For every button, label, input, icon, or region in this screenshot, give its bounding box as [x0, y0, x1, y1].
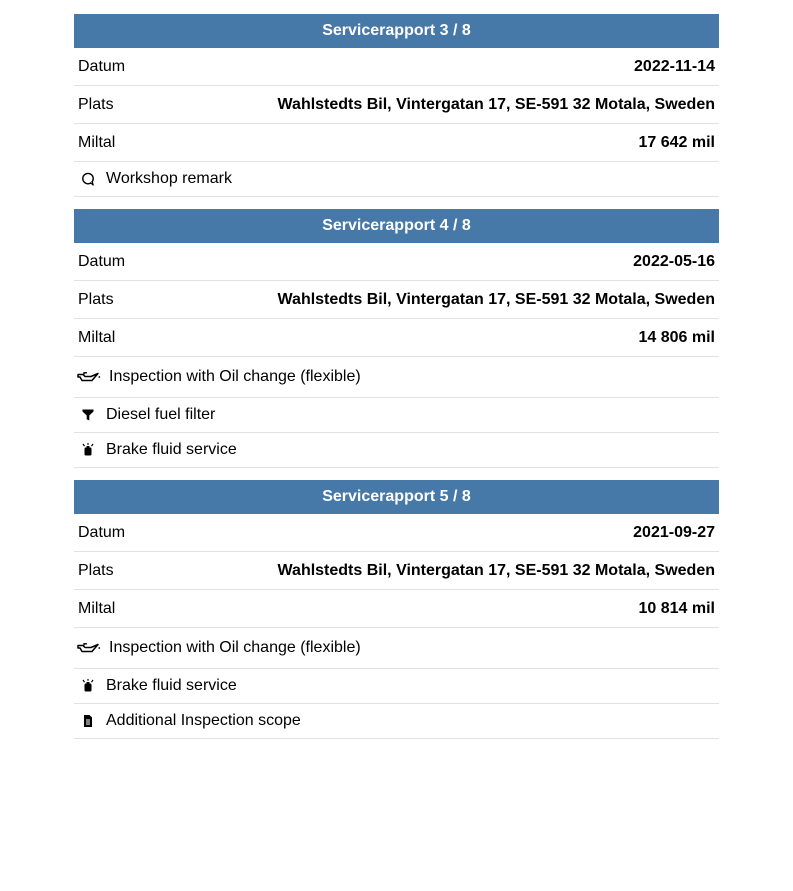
service-item-label: Workshop remark [106, 170, 232, 187]
date-label: Datum [78, 57, 126, 75]
mileage-row [74, 590, 719, 628]
date-value: 2022-05-16 [633, 252, 715, 270]
mileage-value: 17 642 mil [638, 133, 715, 151]
service-item-label: Inspection with Oil change (flexible) [109, 368, 361, 385]
mileage-label: Miltal [78, 328, 116, 346]
service-item-label: Brake fluid service [106, 441, 237, 458]
date-value: 2021-09-27 [633, 523, 715, 541]
service-item [74, 398, 719, 433]
report-header: Servicerapport 3 / 8 [74, 14, 719, 48]
date-row [74, 514, 719, 552]
location-label: Plats [78, 290, 114, 308]
mileage-value: 10 814 mil [638, 599, 715, 617]
service-item [74, 669, 719, 704]
mileage-row [74, 319, 719, 357]
service-item [74, 357, 719, 398]
location-label: Plats [78, 95, 114, 113]
comment-icon [78, 170, 98, 188]
location-value: Wahlstedts Bil, Vintergatan 17, SE-591 32 Motala, Sweden [277, 95, 715, 113]
filter-icon [78, 406, 98, 424]
service-item-label: Brake fluid service [106, 677, 237, 694]
location-row [74, 86, 719, 124]
location-value: Wahlstedts Bil, Vintergatan 17, SE-591 32 Motala, Sweden [277, 561, 715, 579]
service-report [74, 14, 719, 197]
mileage-label: Miltal [78, 133, 116, 151]
service-history [74, 14, 719, 751]
location-row [74, 552, 719, 590]
service-item-label: Inspection with Oil change (flexible) [109, 639, 361, 656]
service-item-label: Additional Inspection scope [106, 712, 301, 729]
brake-fluid-icon [78, 677, 98, 695]
document-icon [78, 712, 98, 730]
mileage-row [74, 124, 719, 162]
service-item [74, 704, 719, 739]
service-item-label: Diesel fuel filter [106, 406, 216, 423]
location-row [74, 281, 719, 319]
service-report [74, 480, 719, 739]
service-item [74, 628, 719, 669]
date-label: Datum [78, 523, 126, 541]
report-header: Servicerapport 5 / 8 [74, 480, 719, 514]
report-header: Servicerapport 4 / 8 [74, 209, 719, 243]
mileage-value: 14 806 mil [638, 328, 715, 346]
service-item [74, 162, 719, 197]
date-label: Datum [78, 252, 126, 270]
service-item [74, 433, 719, 468]
mileage-label: Miltal [78, 599, 116, 617]
oil-can-icon [75, 368, 101, 386]
oil-can-icon [75, 639, 101, 657]
brake-fluid-icon [78, 441, 98, 459]
date-row [74, 48, 719, 86]
date-value: 2022-11-14 [634, 57, 715, 75]
service-report [74, 209, 719, 468]
location-value: Wahlstedts Bil, Vintergatan 17, SE-591 32 Motala, Sweden [277, 290, 715, 308]
date-row [74, 243, 719, 281]
location-label: Plats [78, 561, 114, 579]
